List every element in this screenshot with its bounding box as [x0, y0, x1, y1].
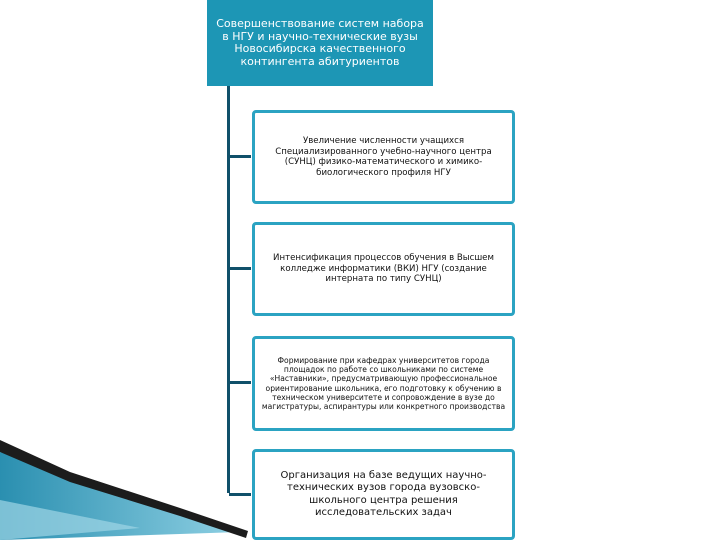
child-node-2 — [252, 222, 515, 316]
child-node-1-text: Увеличение численности учащихся Специализированного учебно-научного центра (СУНЦ) физико-математического и химико-биологического профиля НГУ — [275, 136, 492, 178]
connector-branch-1 — [229, 155, 251, 158]
connector-branch-2 — [229, 267, 251, 270]
root-node — [207, 0, 433, 86]
child-node-1 — [252, 110, 515, 204]
connector-branch-4 — [229, 493, 251, 496]
child-node-4 — [252, 449, 515, 540]
child-node-2-text: Интенсификация процессов обучения в Высшем колледже информатики (ВКИ) НГУ (создание интерната по типу СУНЦ) — [273, 253, 494, 285]
child-node-4-text: Организация на базе ведущих научно-технических вузов города вузовско-школьного центра решения исследовательских задач — [280, 469, 487, 518]
child-node-3 — [252, 336, 515, 431]
child-node-3-text: Формирование при кафедрах университетов города площадок по работе со школьниками по системе «Наставники», предусматривающую профессиональное ориентирование школьника, его подготовку к обучению в техническом университете и сопровождение в вузе до магистратуры, аспирантуры или конкретного производства — [261, 355, 506, 411]
connector-branch-3 — [229, 381, 251, 384]
root-node-text: Совершенствование систем набора в НГУ и научно-технические вузы Новосибирска качественного контингента абитуриентов — [216, 17, 424, 68]
connector-trunk — [227, 86, 230, 493]
